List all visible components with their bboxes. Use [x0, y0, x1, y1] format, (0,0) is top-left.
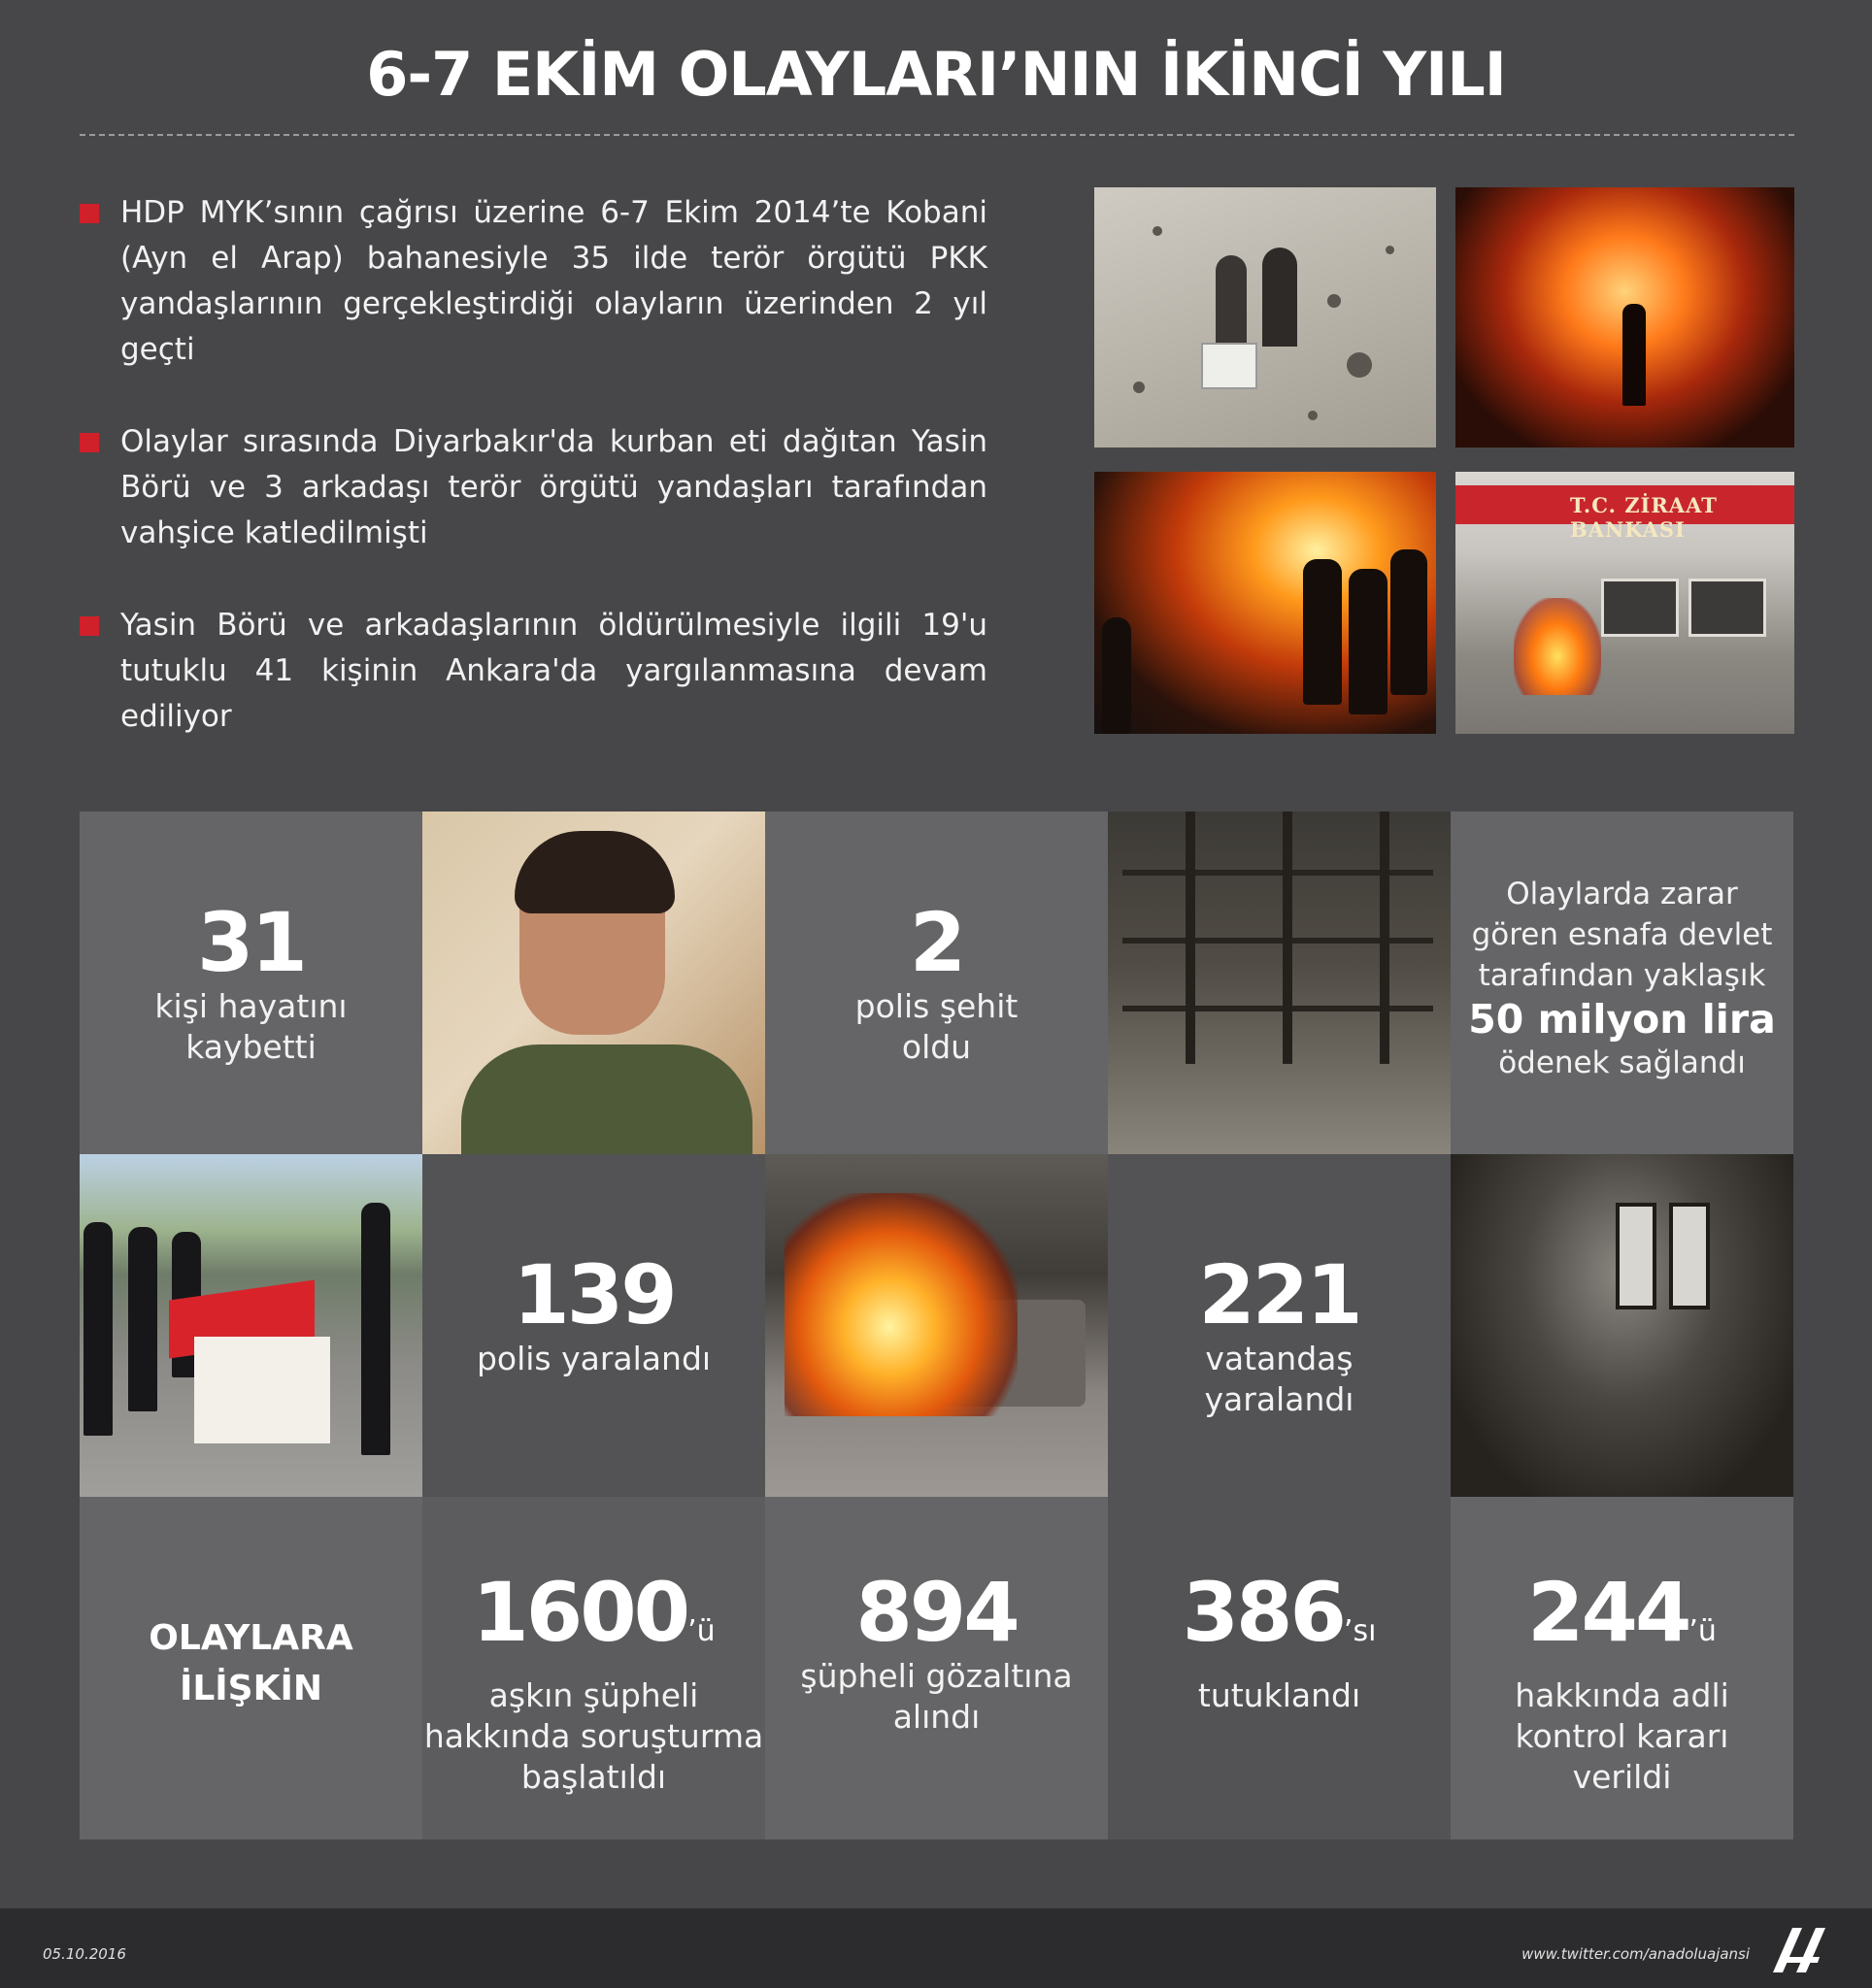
photo-ziraat-bank	[1455, 472, 1794, 734]
stat-number: 139	[513, 1247, 675, 1342]
photo-street-fire	[1455, 187, 1794, 447]
stat-number: 31	[197, 895, 305, 990]
stat-label: gören esnafa devlet	[1471, 917, 1773, 952]
stat-judicial-control	[1451, 1497, 1793, 1839]
related-heading-line1: OLAYLARA	[149, 1618, 353, 1658]
stat-label: yaralandı	[1204, 1380, 1354, 1418]
dashed-divider	[80, 134, 1794, 136]
stat-label: hakkında soruşturma	[423, 1717, 764, 1755]
stat-number: 2	[909, 895, 964, 990]
stat-suffix: ’sı	[1343, 1614, 1377, 1648]
stat-suffix: ’ü	[1688, 1614, 1717, 1648]
twitter-link[interactable]: www.twitter.com/anadoluajansi	[1521, 1945, 1750, 1963]
stat-label: vatandaş	[1205, 1340, 1354, 1377]
bullet-square-icon	[80, 204, 99, 223]
stat-investigated	[422, 1497, 765, 1839]
stat-compensation	[1451, 812, 1793, 1154]
related-heading	[80, 1497, 422, 1839]
photo-riot-fire	[1094, 472, 1436, 734]
bullet-item	[80, 190, 987, 373]
stat-label: oldu	[901, 1028, 972, 1066]
publish-date: 05.10.2016	[43, 1945, 126, 1963]
stat-detained	[765, 1497, 1108, 1839]
photo-burnt-building	[1108, 812, 1451, 1154]
bullet-list	[80, 190, 987, 786]
stat-label: Olaylarda zarar	[1506, 877, 1738, 911]
photo-burning-bus	[765, 1154, 1108, 1497]
stat-label: aşkın şüpheli	[488, 1676, 699, 1714]
stat-police-dead	[765, 812, 1108, 1154]
stat-police-injured	[422, 1154, 765, 1497]
photo-burnt-room	[1451, 1154, 1793, 1497]
stat-label: polis yaralandı	[476, 1340, 712, 1377]
stat-label: polis şehit	[854, 987, 1019, 1025]
stat-label: alındı	[892, 1698, 981, 1736]
bullet-text: Yasin Börü ve arkadaşlarının öldürülmesiyle ilgili 19'u tutuklu 41 kişinin Ankara'da yargılanmasına devam ediliyor	[120, 608, 987, 734]
photo-yasin-boru	[422, 812, 765, 1154]
stat-label: kaybetti	[185, 1028, 317, 1066]
stat-number: 221	[1198, 1247, 1360, 1342]
bullet-text: Olaylar sırasında Diyarbakır'da kurban eti dağıtan Yasin Börü ve 3 arkadaşı terör örgütü yandaşları tarafından vahşice katledilmişti	[120, 424, 987, 550]
bullet-item	[80, 419, 987, 556]
stat-label: tutuklandı	[1197, 1676, 1361, 1714]
stat-number: 386	[1182, 1565, 1344, 1660]
stat-label: hakkında adli	[1515, 1676, 1729, 1714]
bullet-square-icon	[80, 616, 99, 636]
stat-number: 244	[1527, 1565, 1689, 1660]
stat-label: başlatıldı	[520, 1758, 667, 1796]
stat-label: şüpheli gözaltına	[800, 1657, 1073, 1695]
related-heading-line2: İLİŞKİN	[179, 1669, 323, 1708]
stat-label: ödenek sağlandı	[1498, 1045, 1746, 1080]
bullet-text: HDP MYK’sının çağrısı üzerine 6-7 Ekim 2014’te Kobani (Ayn el Arap) bahanesiyle 35 ilde terör örgütü PKK yandaşlarının gerçekleştirdiği olayların üzerinden 2 yıl geçti	[120, 195, 987, 367]
stat-citizens-injured	[1108, 1154, 1451, 1497]
stat-dead	[80, 812, 422, 1154]
bullet-square-icon	[80, 433, 99, 452]
photo-damaged-wall	[1094, 187, 1436, 447]
stat-label: kontrol kararı	[1515, 1717, 1729, 1755]
bank-sign-text: T.C. ZİRAAT BANKASI	[1570, 493, 1718, 542]
stat-number: 894	[855, 1565, 1018, 1660]
bullet-item	[80, 603, 987, 740]
stat-suffix: ’ü	[687, 1614, 716, 1648]
compensation-amount: 50 milyon lira	[1468, 996, 1776, 1043]
stat-label: kişi hayatını	[154, 987, 348, 1025]
page-title: 6-7 EKİM OLAYLARI’NIN İKİNCİ YILI	[366, 39, 1506, 110]
stat-label: tarafından yaklaşık	[1478, 958, 1766, 993]
stat-arrested	[1108, 1497, 1451, 1839]
anadolu-agency-logo-icon	[1771, 1924, 1829, 1974]
stat-label: verildi	[1572, 1758, 1672, 1796]
photo-police-funeral	[80, 1154, 422, 1497]
stat-number: 1600	[472, 1565, 688, 1660]
